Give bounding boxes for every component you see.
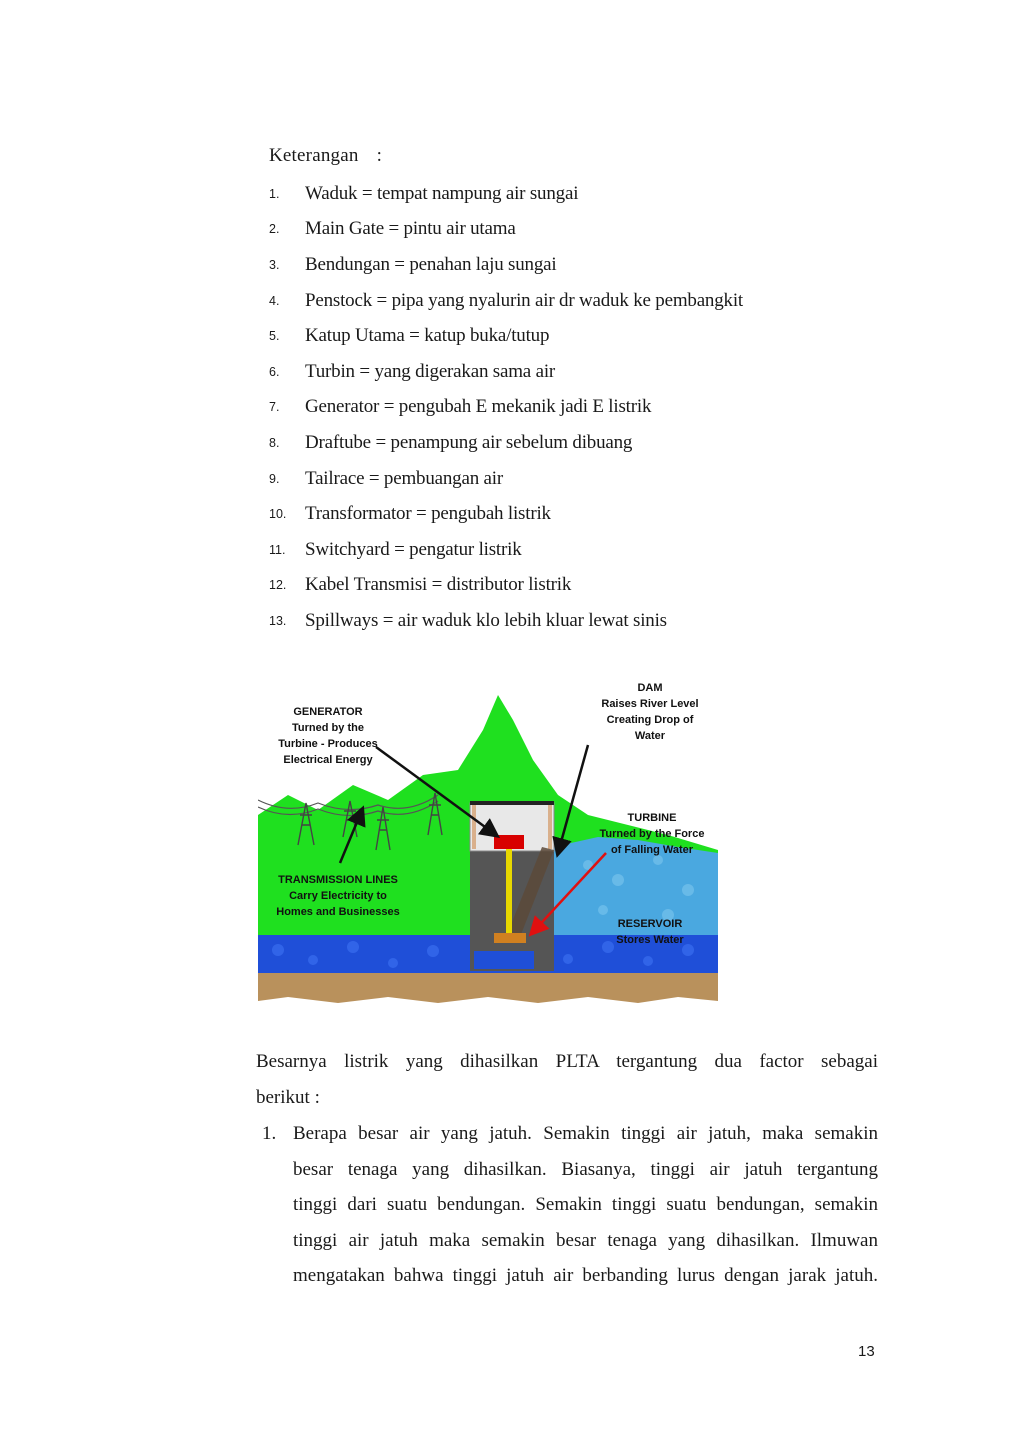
generator-label-line: Turbine - Produces xyxy=(278,738,378,750)
list-item-number: 10. xyxy=(269,507,287,522)
legend-list xyxy=(269,176,743,639)
list-item xyxy=(269,283,743,319)
list-item-text: Tailrace = pembuangan air xyxy=(305,467,503,489)
list-item-number: 3. xyxy=(269,257,280,272)
list-item-text: Main Gate = pintu air utama xyxy=(305,218,516,240)
turbine-wheel xyxy=(494,933,526,943)
factor-item-line: mengatakan bahwa tinggi jatuh air berbanding lurus dengan jarak jatuh. xyxy=(293,1265,878,1287)
list-item-number: 5. xyxy=(269,329,280,344)
legend-heading-colon: : xyxy=(376,145,383,166)
generator-label-line: Turned by the xyxy=(292,722,364,734)
list-item xyxy=(269,354,743,390)
turbine-label-line: of Falling Water xyxy=(610,844,694,856)
page-number: 13 xyxy=(858,1343,875,1360)
dam-label-line: Water xyxy=(634,730,666,742)
factor-item-number: 1. xyxy=(262,1123,277,1144)
list-item xyxy=(269,568,743,604)
factor-item-line: tinggi air jatuh maka semakin besar tenaga yang dihasilkan. Ilmuwan xyxy=(293,1229,878,1251)
list-item-number: 9. xyxy=(269,471,280,486)
list-item-text: Penstock = pipa yang nyalurin air dr waduk ke pembangkit xyxy=(305,289,743,311)
intro-line: Besarnya listrik yang dihasilkan PLTA tergantung dua factor sebagai xyxy=(256,1051,878,1072)
list-item xyxy=(269,176,743,212)
factor-item-line: besar tenaga yang dihasilkan. Biasanya, tinggi air jatuh tergantung xyxy=(293,1158,878,1180)
intro-paragraph xyxy=(256,1044,878,1115)
list-item xyxy=(269,212,743,248)
factor-item-line: tinggi dari suatu bendungan. Semakin tinggi suatu bendungan, semakin xyxy=(293,1194,878,1216)
dam-label-line: Creating Drop of xyxy=(606,714,694,726)
dam-label-title: DAM xyxy=(637,682,663,694)
list-item-text: Turbin = yang digerakan sama air xyxy=(305,360,556,382)
list-item xyxy=(269,318,743,354)
generator-box xyxy=(494,835,524,849)
legend-heading xyxy=(269,145,382,167)
list-item-text: Waduk = tempat nampung air sungai xyxy=(305,182,579,204)
list-item-number: 13. xyxy=(269,613,287,628)
list-item xyxy=(269,461,743,497)
list-item xyxy=(269,496,743,532)
list-item-number: 1. xyxy=(269,186,280,201)
reservoir-label-title: RESERVOIR xyxy=(617,918,683,930)
ground xyxy=(258,973,718,1003)
transmission-label-line: Homes and Businesses xyxy=(276,906,400,918)
list-item xyxy=(269,532,743,568)
list-item-number: 2. xyxy=(269,222,280,237)
turbine-label-title: TURBINE xyxy=(627,812,677,824)
transmission-label-title: TRANSMISSION LINES xyxy=(278,874,398,886)
list-item xyxy=(269,425,743,461)
list-item-text: Draftube = penampung air sebelum dibuang xyxy=(305,431,633,453)
list-item xyxy=(269,247,743,283)
generator-label-line: Electrical Energy xyxy=(283,754,373,766)
list-item-number: 4. xyxy=(269,293,280,308)
dam-label-line: Raises River Level xyxy=(601,698,699,710)
list-item-number: 8. xyxy=(269,435,280,450)
list-item xyxy=(269,603,743,639)
list-item-number: 11. xyxy=(269,542,286,557)
list-item-text: Kabel Transmisi = distributor listrik xyxy=(305,574,572,596)
factor-item xyxy=(262,1116,878,1294)
list-item-number: 6. xyxy=(269,364,280,379)
factor-item-body xyxy=(293,1116,878,1294)
legend-heading-text: Keterangan xyxy=(269,145,359,166)
intro-line: berikut : xyxy=(256,1086,320,1108)
turbine-label-line: Turned by the Force xyxy=(599,828,705,840)
list-item-text: Spillways = air waduk klo lebih kluar lewat sinis xyxy=(305,609,667,631)
factor-item-line: Berapa besar air yang jatuh. Semakin tinggi air jatuh, maka semakin xyxy=(293,1123,878,1144)
hydropower-diagram xyxy=(258,675,718,1005)
list-item-text: Transformator = pengubah listrik xyxy=(305,503,551,525)
list-item-number: 12. xyxy=(269,578,287,593)
reservoir-label-line: Stores Water xyxy=(616,934,684,946)
list-item xyxy=(269,390,743,426)
generator-label-title: GENERATOR xyxy=(293,706,363,718)
transmission-label-line: Carry Electricity to xyxy=(289,890,387,902)
list-item-text: Bendungan = penahan laju sungai xyxy=(305,253,557,275)
list-item-text: Generator = pengubah E mekanik jadi E listrik xyxy=(305,396,652,418)
turbine-shaft xyxy=(506,849,512,933)
list-item-text: Katup Utama = katup buka/tutup xyxy=(305,325,550,347)
list-item-number: 7. xyxy=(269,400,280,415)
list-item-text: Switchyard = pengatur listrik xyxy=(305,538,522,560)
